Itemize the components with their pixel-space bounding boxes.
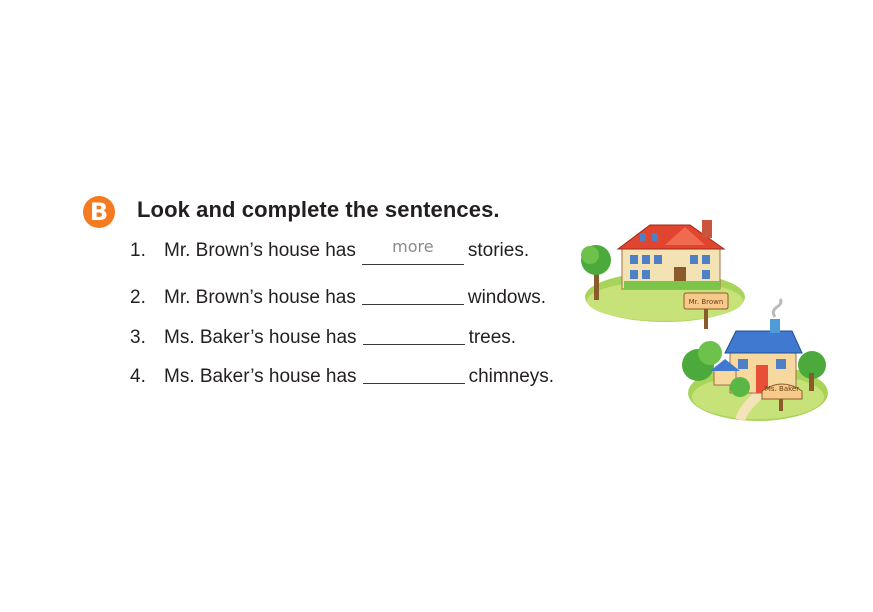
sentence-row xyxy=(130,280,546,309)
answer-blank[interactable] xyxy=(363,322,465,345)
sentence-row xyxy=(130,237,530,263)
instruction-title: Look and complete the sentences. xyxy=(137,197,500,222)
item-number: 3. xyxy=(130,327,146,348)
mr-brown-house xyxy=(581,220,745,329)
answer-blank[interactable] xyxy=(363,361,465,384)
item-number: 4. xyxy=(130,366,146,387)
sentence-prefix: Mr. Brown’s house has xyxy=(164,287,356,308)
answer-blank[interactable] xyxy=(362,282,464,305)
section-badge: B xyxy=(83,196,115,228)
answer-blank[interactable] xyxy=(362,237,464,265)
sign-brown-text: Mr. Brown xyxy=(688,298,724,306)
item-number: 2. xyxy=(130,287,146,308)
sentence-suffix: windows. xyxy=(467,287,547,308)
sentence-row xyxy=(130,320,516,349)
sentence-suffix: stories. xyxy=(467,240,530,261)
sentence-prefix: Ms. Baker’s house has xyxy=(164,327,357,348)
sign-baker-text: Ms. Baker xyxy=(764,385,800,393)
sentence-suffix: chimneys. xyxy=(468,366,555,387)
sentence-prefix: Mr. Brown’s house has xyxy=(164,240,356,261)
houses-illustration xyxy=(580,215,835,430)
sentence-row xyxy=(130,359,554,388)
answer-text: more xyxy=(392,237,434,256)
sentence-suffix: trees. xyxy=(468,327,517,348)
sentence-prefix: Ms. Baker’s house has xyxy=(164,366,357,387)
item-number: 1. xyxy=(130,240,146,261)
